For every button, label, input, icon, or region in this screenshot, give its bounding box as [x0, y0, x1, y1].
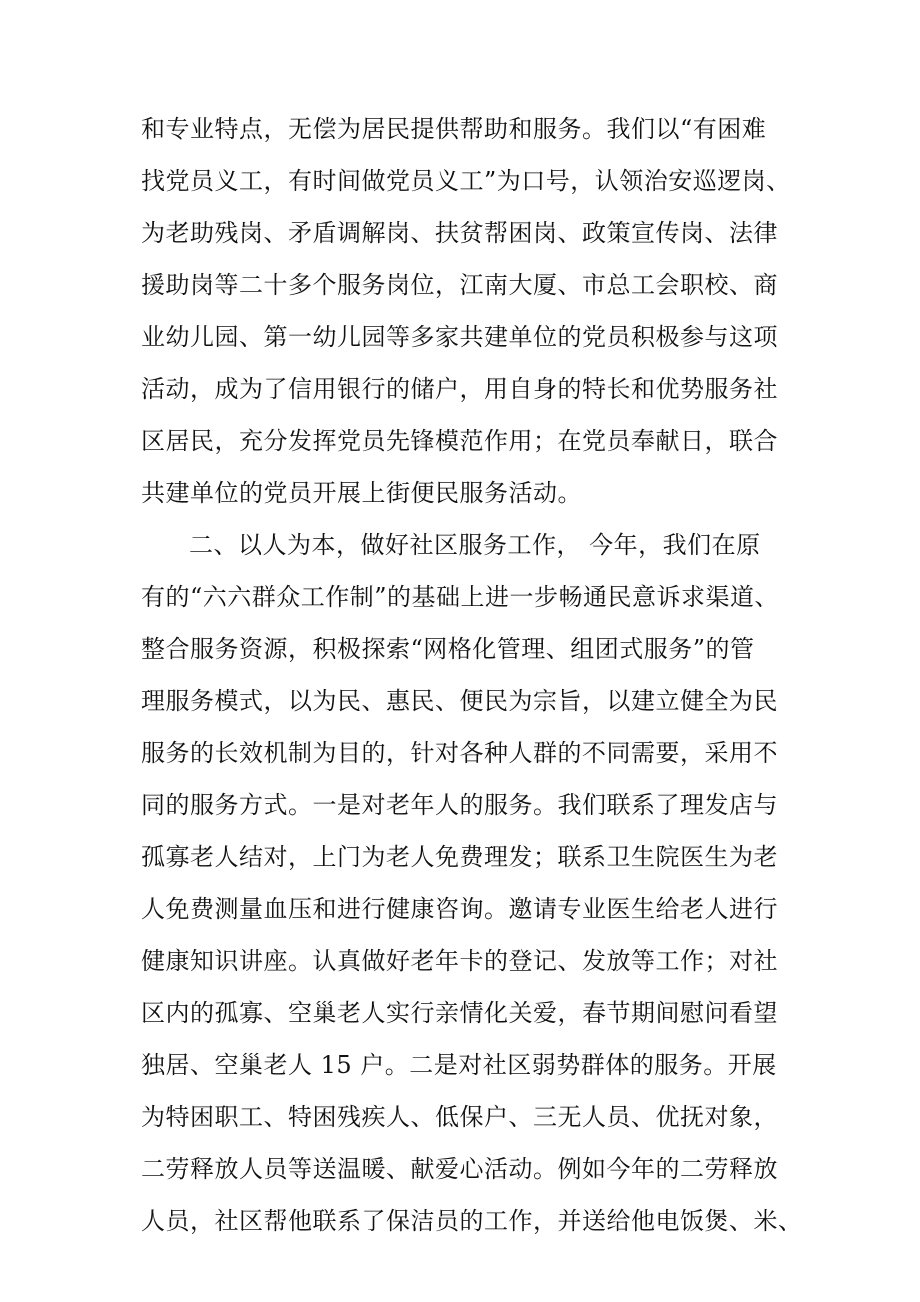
text-line-17: 健康知识讲座。认真做好老年卡的登记、发放等工作；对社: [141, 947, 778, 975]
text-line-16: 人免费测量血压和进行健康咨询。邀请专业医生给老人进行: [141, 895, 778, 923]
text-line-2: 找党员义工，有时间做党员义工”为口号，认领治安巡逻岗、: [141, 167, 791, 195]
text-line-12: 理服务模式，以为民、惠民、便民为宗旨，以建立健全为民: [141, 687, 778, 715]
text-line-10: 有的“六六群众工作制”的基础上进一步畅通民意诉求渠道、: [141, 583, 780, 611]
body-text: [141, 103, 803, 1247]
text-line-4: 援助岗等二十多个服务岗位，江南大厦、市总工会职校、商: [141, 271, 778, 299]
text-line-18: 区内的孤寡、空巢老人实行亲情化关爱，春节期间慰问看望: [141, 999, 778, 1027]
text-line-14: 同的服务方式。一是对老年人的服务。我们联系了理发店与: [141, 791, 778, 819]
section-heading-line: 二、以人为本，做好社区服务工作， 今年，我们在原: [189, 531, 761, 559]
text-line-20: 为特困职工、特困残疾人、低保户、三无人员、优抚对象，: [141, 1103, 778, 1131]
text-line-11: 整合服务资源，积极探索“网格化管理、组团式服务”的管: [141, 635, 755, 663]
text-line-6: 活动，成为了信用银行的储户，用自身的特长和优势服务社: [141, 375, 778, 403]
text-line-7: 区居民，充分发挥党员先锋模范作用；在党员奉献日，联合: [141, 427, 778, 455]
text-line-22: 人员，社区帮他联系了保洁员的工作，并送给他电饭煲、米、: [141, 1207, 803, 1235]
text-line-3: 为老助残岗、矛盾调解岗、扶贫帮困岗、政策宣传岗、法律: [141, 219, 778, 247]
text-line-15: 孤寡老人结对，上门为老人免费理发；联系卫生院医生为老: [141, 843, 778, 871]
text-line-21: 二劳释放人员等送温暖、献爱心活动。例如今年的二劳释放: [141, 1155, 778, 1183]
text-line-8: 共建单位的党员开展上街便民服务活动。: [141, 479, 582, 507]
text-line-19: 独居、空巢老人 15 户。二是对社区弱势群体的服务。开展: [141, 1051, 777, 1079]
text-line-5: 业幼儿园、第一幼儿园等多家共建单位的党员积极参与这项: [141, 323, 778, 351]
text-line-1: 和专业特点，无偿为居民提供帮助和服务。我们以“有困难: [141, 115, 767, 143]
text-line-13: 服务的长效机制为目的，针对各种人群的不同需要，采用不: [141, 739, 778, 767]
